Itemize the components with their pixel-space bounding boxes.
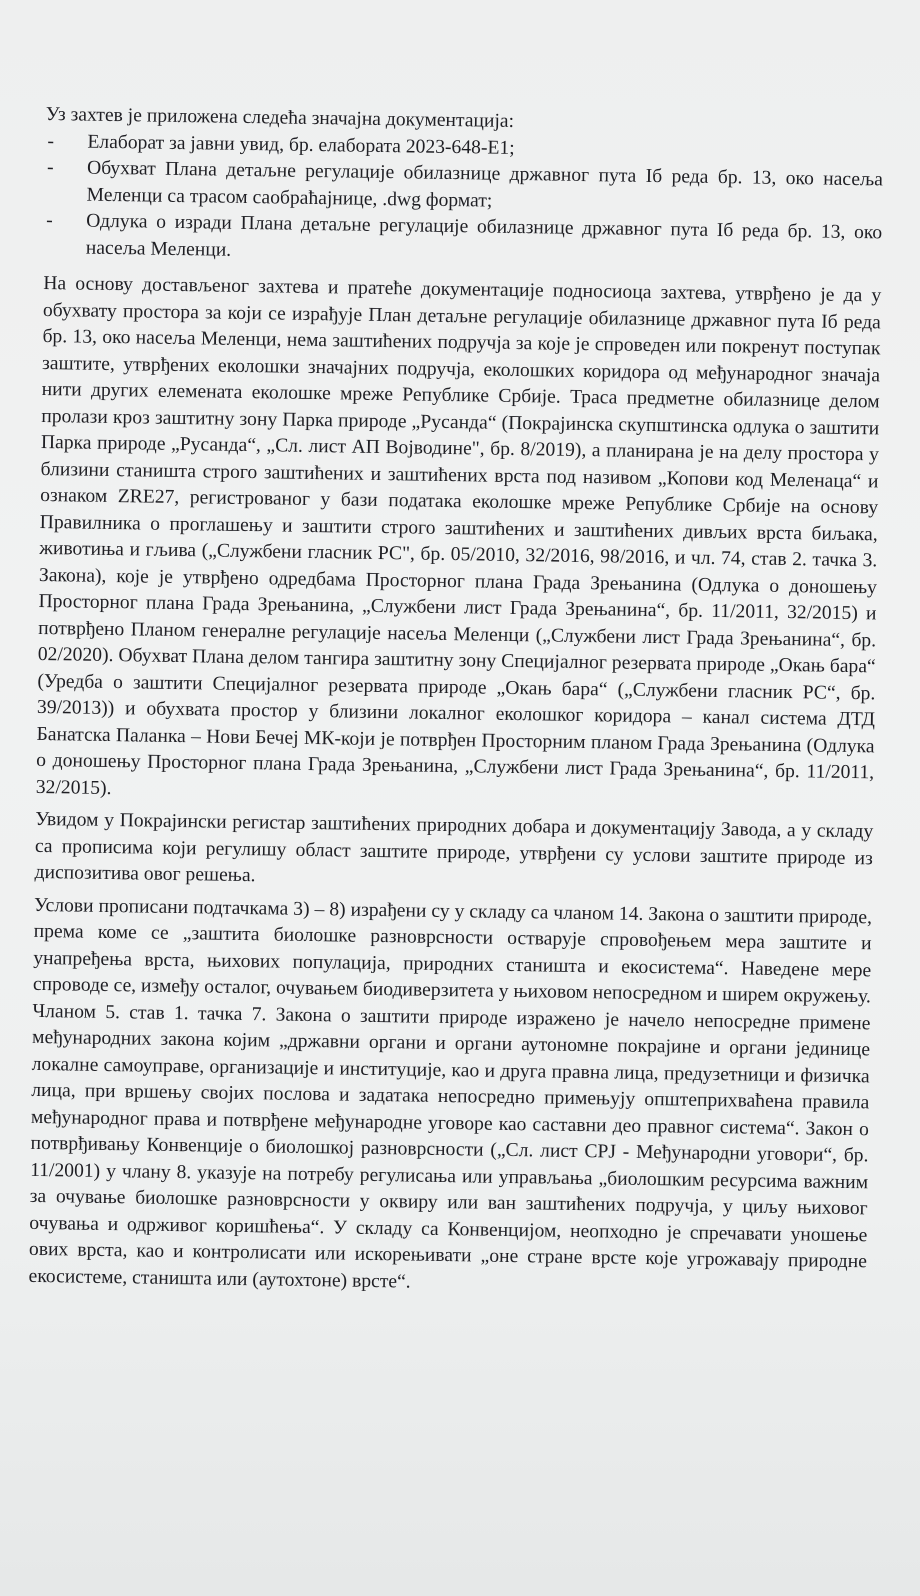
paragraph-findings: На основу достављеног захтева и пратеће документације подносиоца захтева, утврђено је да у обухвату простора за који се израђује План детаљне регулације обилазнице државног пута Iб реда бр. 13, око насеља Меленци, нема заштићених подручја за које је спроведен или покренут поступак заштите, утврђених еколошки значајних подручја, еколошких коридора од међународног значаја нити других елемената еколошке мреже Републике Србије. Траса предметне обилазнице делом пролази кроз заштитну зону Парка природе „Русанда“ (Покрајинска скупштинска одлука о заштити Парка природе „Русанда“, „Сл. лист АП Војводине", бр. 8/2019), а планирана је на делу простора у близини станишта строго заштићених и заштићених врста под називом „Копови код Меленаца“ и ознаком ZRE27, регистрованог у бази података еколошке мреже Републике Србије на основу Правилника о проглашењу и заштити строго заштићених и заштићених дивљих врста биљака, животиња и гљива („Службени гласник РС", бр. 05/2010, 32/2016, 98/2016, и чл. 74, став 2. тачка 3. Закона), које је утврђено одредбама Просторног плана Града Зрењанина (Одлука о доношењу Просторног плана Града Зрењанина, „Службени лист Града Зрењанина“, бр. 11/2011, 32/2015) и потврђено Планом генералне регулације насеља Меленци („Службени лист Града Зрењанина“, бр. 02/2020). Обухват Плана делом тангира заштитну зону Специјалног резервата природе „Окањ бара“ (Уредба о заштити Специјалног резервата природе „Окањ бара“ („Службени гласник РС“, бр. 39/2013)) и обухвата простор у близини локалног еколошког коридора – канал система ДТД Банатска Паланка – Нови Бечеј МК-који је потврђен Просторним планом Града Зрењанина (Одлука о доношењу Просторног плана Града Зрењанина, „Службени лист Града Зрењанина“, бр. 11/2011, 32/2015). bbox=[35, 272, 882, 799]
attachments-intro: Уз захтев је приложена следећа значајна документација: bbox=[45, 103, 515, 132]
attachments-list bbox=[44, 128, 884, 273]
list-item: - Одлука о изради Плана детаљне регулације обилазнице државног пута Iб реда бр. 13, око насеља Меленци. bbox=[44, 208, 883, 273]
list-item: - Елаборат за јавни увид, бр. елабората 2023-648-Е1; bbox=[45, 128, 883, 167]
list-item: - Обухват Плана детаљне регулације обилазнице државног пута Iб реда бр. 13, око насеља Меленци са трасом саобраћајнице, .dwg формат; bbox=[44, 155, 883, 220]
document-body bbox=[28, 102, 884, 1308]
paragraph-register: Увидом у Покрајински регистар заштићених природних добара и документацију Завода, а у складу са прописима који регулишу област заштите природе, утврђени су услови заштите природе из диспозитива овог решења. bbox=[34, 808, 874, 887]
paragraph-conditions: Услови прописани подтачкама 3) – 8) израђени су у складу са чланом 14. Закона о заштити природе, према коме се „заштита биолошке разноврсности остварује спровођењем мера заштите и унапређења врста, њихових популација, природних станишта и екосистема“. Наведене мере спроводе се, између осталог, очувањем биодиверзитета у њиховом непосредном и ширем окружењу. Чланом 5. став 1. тачка 7. Закона о заштити природе изражено је начело непосредне примене међународних закона којим „државни органи и органи аутономне покрајине и органи јединице локалне самоуправе, организације и институције, као и друга правна лица, предузетници и физичка лица, при вршењу својих послова и задатака непосредно примењују општеприхваћена правила међународног права и потврђене међународне уговоре као саставни део правног система“. Закон о потврђивању Конвенције о биолошкој разноврсности („Сл. лист СРЈ - Међународни уговори“, бр. 11/2001) у члану 8. указује на потребу регулисања или управљања „биолошким ресурсима важним за очување биолошке разноврсности у оквиру или ван заштићених подручја, у циљу њиховог очувања и одрживог коришћења“. У складу са Конвенцијом, неопходно је спречавати уношење ових врста, као и контролисати или искорењивати „оне стране врсте које угрожавају природне екосистеме, станишта или (аутохтоне) врсте“. bbox=[28, 894, 873, 1293]
